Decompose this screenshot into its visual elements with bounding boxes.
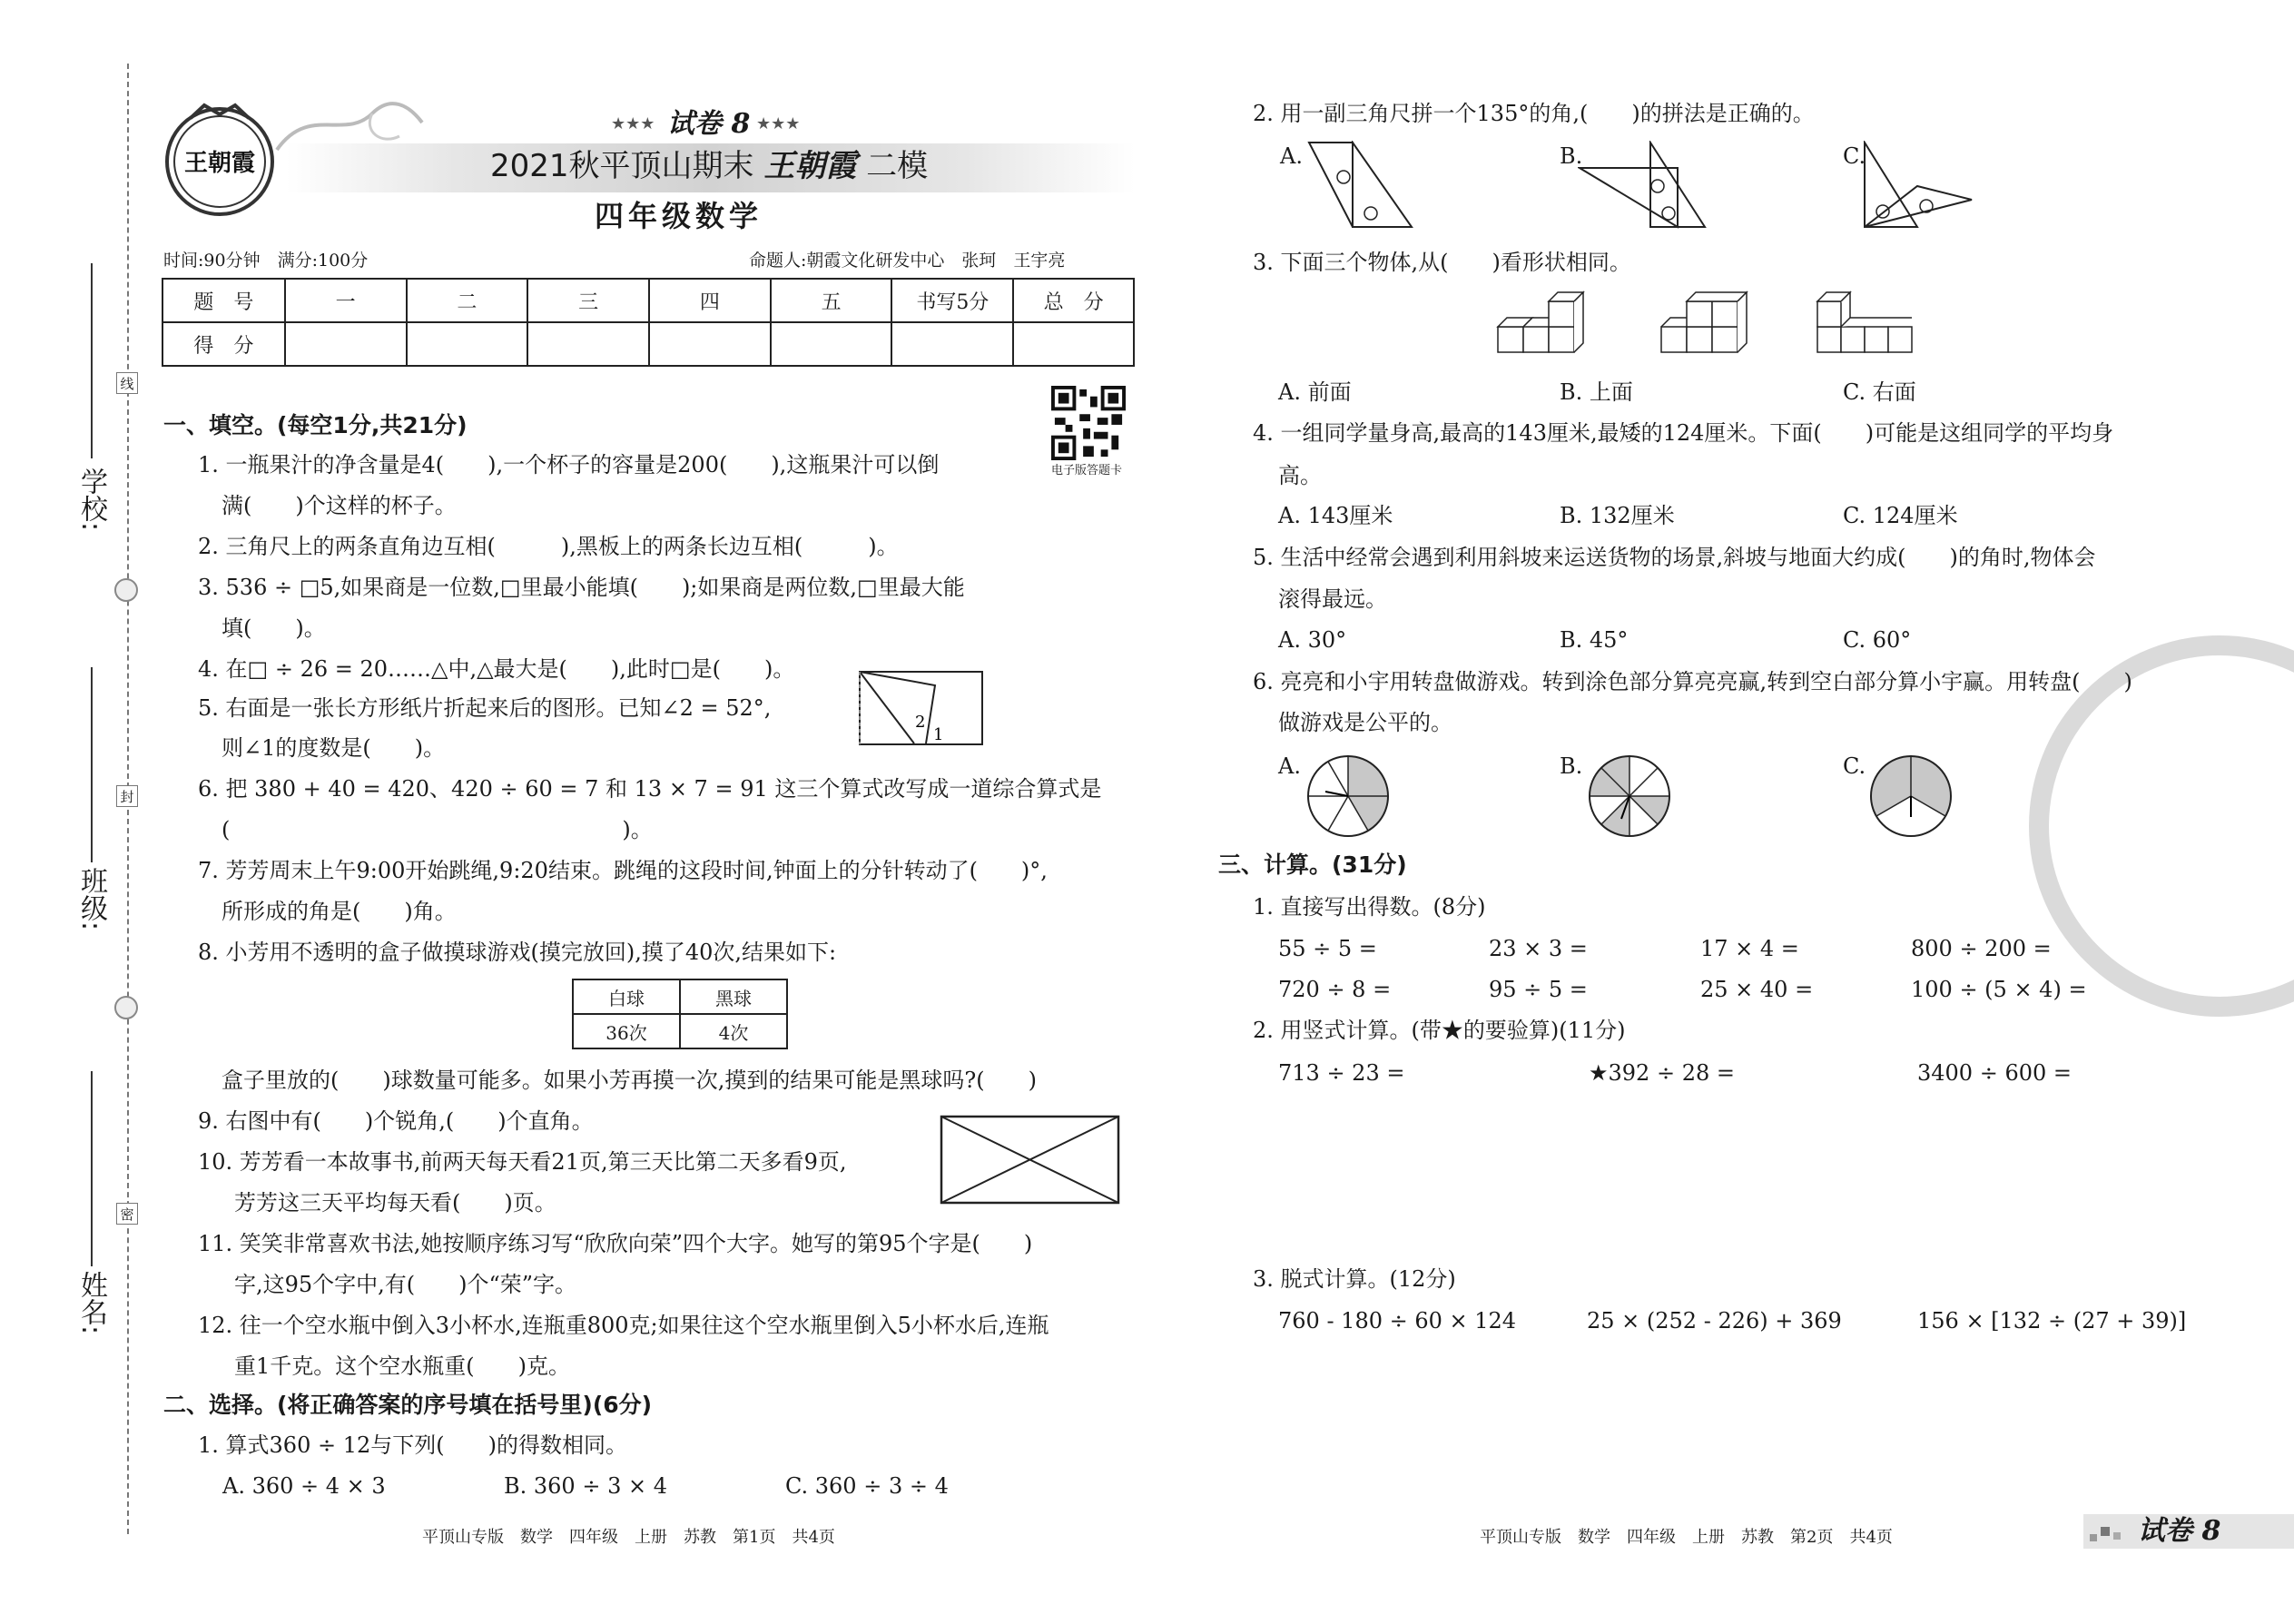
spinner-c [1868, 753, 1954, 839]
q7-line2: 所形成的角是( )角。 [222, 899, 457, 924]
s2-q6-option-a: A. [1278, 753, 1301, 779]
score-cell: 五 [771, 279, 892, 322]
binding-mark-line: 线 [116, 372, 138, 394]
ball-header-white: 白球 [573, 979, 680, 1014]
score-table [162, 278, 1135, 367]
score-table-header-row [162, 279, 1134, 322]
q11-line1: 11. 笑笑非常喜欢书法,她按顺序练习写“欣欣向荣”四个大字。她写的第95个字是( ) [198, 1231, 1033, 1256]
angle-2-label: 2 [915, 713, 926, 732]
s2-q2-option-a: A. [1280, 143, 1303, 169]
s3-part1-title: 1. 直接写出得数。(8分) [1253, 894, 1486, 920]
s2-q6-cont: 做游戏是公平的。 [1278, 710, 1452, 735]
q6-line1: 6. 把 380 + 40 = 420、420 ÷ 60 = 7 和 13 × 7 = 91 这三个算式改写成一道综合算式是 [198, 776, 1102, 802]
q1-line2: 满( )个这样的杯子。 [222, 493, 457, 518]
q5-line2: 则∠1的度数是( )。 [222, 735, 446, 761]
score-cell: 得 分 [162, 322, 285, 366]
s3-p3-item2: 25 × (252 - 226) + 369 [1587, 1308, 1842, 1334]
name-field[interactable] [91, 1071, 93, 1266]
name-label: 姓名: [75, 1271, 107, 1335]
s2-q2: 2. 用一副三角尺拼一个135°的角,( )的拼法是正确的。 [1253, 101, 1815, 126]
s3-p1-r2-c4: 100 ÷ (5 × 4) = [1911, 977, 2087, 1002]
angle-1-label: 1 [933, 725, 944, 744]
q11-line2: 字,这95个字中,有( )个“荣”字。 [234, 1272, 577, 1297]
score-cell: 题 号 [162, 279, 285, 322]
section3-title: 三、计算。(31分) [1218, 851, 1407, 878]
footer-paper-tag: 试卷 8 [2138, 1515, 2221, 1547]
s3-p1-r1-c3: 17 × 4 = [1700, 936, 1799, 961]
logo-text: 王朝霞 [183, 150, 256, 177]
score-cell: 三 [527, 279, 649, 322]
ball-header-black: 黑球 [680, 979, 787, 1014]
s2-q6-option-c: C. [1843, 753, 1866, 779]
s2-q3-option-c: C. 右面 [1843, 379, 1916, 405]
s2-q1: 1. 算式360 ÷ 12与下列( )的得数相同。 [198, 1432, 627, 1458]
authors-info: 命题人:朝霞文化研发中心 张珂 王宇亮 [749, 251, 1066, 271]
section1-title: 一、填空。(每空1分,共21分) [163, 412, 468, 438]
q1-line1: 1. 一瓶果汁的净含量是4( ),一个杯子的容量是200( ),这瓶果汁可以倒 [198, 452, 940, 477]
s2-q6: 6. 亮亮和小宇用转盘做游戏。转到涂色部分算亮亮赢,转到空白部分算小宇赢。用转盘( ) [1253, 669, 2132, 694]
ball-value-black: 4次 [680, 1014, 787, 1048]
cube-stack-figure-2 [1659, 290, 1750, 363]
score-input[interactable] [1013, 322, 1134, 366]
binding-hole-bottom [114, 996, 138, 1019]
binding-hole-top [114, 578, 138, 602]
score-cell: 四 [649, 279, 771, 322]
class-label: 班级: [75, 867, 107, 931]
triangle-ruler-figure-a [1307, 141, 1416, 231]
cube-stack-figure-3 [1816, 290, 1915, 363]
score-input[interactable] [771, 322, 892, 366]
s2-q4-option-c: C. 124厘米 [1843, 503, 1958, 528]
q7-line1: 7. 芳芳周末上午9:00开始跳绳,9:20结束。跳绳的这段时间,钟面上的分针转动了( )°, [198, 858, 1048, 883]
binding-mark-secret: 密 [116, 1203, 138, 1225]
footer-left: 平顶山专版 数学 四年级 上册 苏教 第1页 共4页 [422, 1528, 835, 1547]
score-input[interactable] [285, 322, 407, 366]
s3-p3-item1: 760 - 180 ÷ 60 × 124 [1278, 1308, 1517, 1334]
s2-q3: 3. 下面三个物体,从( )看形状相同。 [1253, 250, 1631, 275]
class-field[interactable] [91, 667, 93, 862]
s2-q4-option-b: B. 132厘米 [1560, 503, 1675, 528]
publisher-logo [159, 98, 281, 221]
s2-q1-option-b: B. 360 ÷ 3 × 4 [504, 1473, 667, 1499]
footer-right: 平顶山专版 数学 四年级 上册 苏教 第2页 共4页 [1480, 1528, 1893, 1547]
q8-line2: 盒子里放的( )球数量可能多。如果小芳再摸一次,摸到的结果可能是黑球吗?( ) [222, 1068, 1037, 1093]
score-input[interactable] [891, 322, 1013, 366]
section2-title: 二、选择。(将正确答案的序号填在括号里)(6分) [163, 1392, 653, 1418]
subject-title: 四年级数学 [595, 199, 763, 233]
q10-line2: 芳芳这三天平均每天看( )页。 [234, 1190, 556, 1216]
s2-q2-option-c: C. [1843, 143, 1866, 169]
s3-p2-item2: ★392 ÷ 28 = [1589, 1060, 1735, 1086]
q12-line2: 重1千克。这个空水瓶重( )克。 [234, 1353, 570, 1379]
q6-line2: ( )。 [222, 817, 653, 842]
q9-line: 9. 右图中有( )个锐角,( )个直角。 [198, 1108, 594, 1134]
exam-title-suffix: 二模 [866, 148, 929, 184]
q10-line1: 10. 芳芳看一本故事书,前两天每天看21页,第三天比第二天多看9页, [198, 1149, 847, 1175]
score-cell: 二 [407, 279, 528, 322]
stars-left: ★★★ [611, 114, 655, 133]
q3-line2: 填( )。 [222, 615, 326, 641]
q4-line: 4. 在□ ÷ 26 = 20……△中,△最大是( ),此时□是( )。 [198, 656, 795, 682]
s2-q6-option-b: B. [1560, 753, 1583, 779]
footer-squares-icon [2088, 1521, 2132, 1543]
s3-part3-title: 3. 脱式计算。(12分) [1253, 1266, 1456, 1292]
school-field[interactable] [91, 263, 93, 458]
binding-mark-seal: 封 [116, 785, 138, 807]
q8-line1: 8. 小芳用不透明的盒子做摸球游戏(摸完放回),摸了40次,结果如下: [198, 940, 837, 965]
score-table-score-row [162, 322, 1134, 366]
spinner-a [1305, 753, 1391, 839]
s2-q3-option-b: B. 上面 [1560, 379, 1633, 405]
s2-q5-option-c: C. 60° [1843, 627, 1912, 653]
school-label: 学校: [75, 468, 107, 532]
qr-caption: 电子版答题卡 [1051, 464, 1123, 477]
ball-result-table [572, 979, 788, 1049]
ball-value-white: 36次 [573, 1014, 680, 1048]
s2-q2-option-b: B. [1560, 143, 1583, 169]
score-input[interactable] [407, 322, 528, 366]
s3-p1-r2-c1: 720 ÷ 8 = [1278, 977, 1392, 1002]
s3-p3-item3: 156 × [132 ÷ (27 + 39)] [1917, 1308, 2187, 1334]
q3-line1: 3. 536 ÷ □5,如果商是一位数,□里最小能填( );如果商是两位数,□里最大能 [198, 575, 965, 600]
s2-q4-cont: 高。 [1278, 463, 1322, 488]
s3-p1-r2-c3: 25 × 40 = [1700, 977, 1814, 1002]
score-input[interactable] [649, 322, 771, 366]
s3-p1-r2-c2: 95 ÷ 5 = [1489, 977, 1588, 1002]
s2-q1-option-a: A. 360 ÷ 4 × 3 [222, 1473, 386, 1499]
s2-q5-option-b: B. 45° [1560, 627, 1629, 653]
rectangle-diagonals-figure [940, 1115, 1121, 1206]
s3-p1-r1-c4: 800 ÷ 200 = [1911, 936, 2052, 961]
score-cell: 书写5分 [891, 279, 1013, 322]
paper-number: 试卷 8 [667, 108, 751, 140]
s2-q5-cont: 滚得最远。 [1278, 586, 1387, 612]
folded-paper-figure [858, 667, 985, 749]
s2-q5-option-a: A. 30° [1278, 627, 1347, 653]
exam-title-prefix: 2021秋平顶山期末 [490, 148, 754, 184]
stars-right: ★★★ [756, 114, 801, 133]
s3-p2-item3: 3400 ÷ 600 = [1917, 1060, 2072, 1086]
s3-p1-r1-c2: 23 × 3 = [1489, 936, 1588, 961]
s3-p1-r1-c1: 55 ÷ 5 = [1278, 936, 1377, 961]
s3-part2-title: 2. 用竖式计算。(带★的要验算)(11分) [1253, 1018, 1626, 1043]
score-input[interactable] [527, 322, 649, 366]
exam-title-brand: 王朝霞 [763, 148, 857, 184]
qr-code[interactable] [1051, 386, 1126, 460]
time-info: 时间:90分钟 满分:100分 [163, 251, 369, 271]
s2-q1-option-c: C. 360 ÷ 3 ÷ 4 [785, 1473, 949, 1499]
score-cell: 总 分 [1013, 279, 1134, 322]
cube-stack-figure-1 [1496, 290, 1587, 363]
exam-title [490, 148, 929, 184]
s2-q4-option-a: A. 143厘米 [1278, 503, 1393, 528]
q5-line1: 5. 右面是一张长方形纸片折起来后的图形。已知∠2 = 52°, [198, 695, 772, 721]
spinner-b [1587, 753, 1672, 839]
s3-p2-item1: 713 ÷ 23 = [1278, 1060, 1405, 1086]
score-cell: 一 [285, 279, 407, 322]
s2-q4: 4. 一组同学量身高,最高的143厘米,最矮的124厘米。下面( )可能是这组同学的平均身 [1253, 420, 2114, 446]
triangle-ruler-figure-c [1863, 141, 1981, 231]
q12-line1: 12. 往一个空水瓶中倒入3小杯水,连瓶重800克;如果往这个空水瓶里倒入5小杯水后,连瓶 [198, 1313, 1049, 1338]
s2-q3-option-a: A. 前面 [1278, 379, 1352, 405]
triangle-ruler-figure-b [1578, 141, 1714, 231]
s2-q5: 5. 生活中经常会遇到利用斜坡来运送货物的场景,斜坡与地面大约成( )的角时,物体会 [1253, 545, 2096, 570]
q2-line: 2. 三角尺上的两条直角边互相( ),黑板上的两条长边互相( )。 [198, 534, 899, 559]
